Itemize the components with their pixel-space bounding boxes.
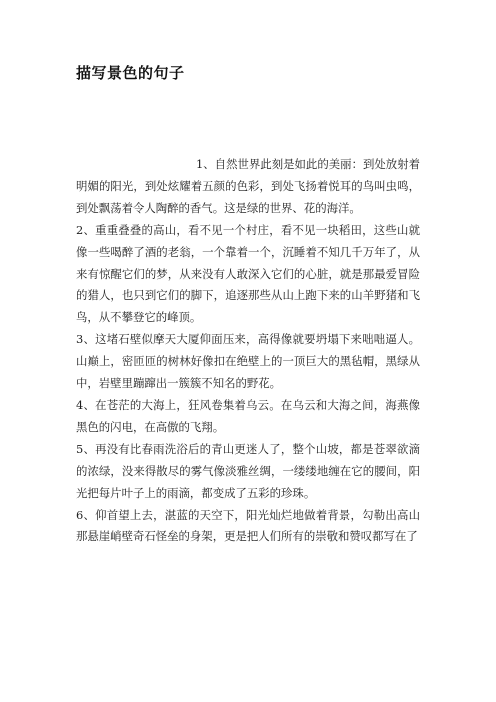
- paragraph-6: 6、仰首望上去，湛蓝的天空下，阳光灿烂地做着背景，勾勒出高山那悬崖峭壁奇石怪垒的身架，更是把人们所有的崇敬和赞叹都写在了: [76, 507, 420, 544]
- paragraph-2: 2、重重叠叠的高山，看不见一个村庄，看不见一块稻田，这些山就像一些喝醉了酒的老翁，一个靠着一个，沉睡着不知几千万年了，从来有惊醒它们的梦，从来没有人敢深入它们的心脏，就是那最爱冒险的猎人，也只到它们的脚下，追逐那些从山上跑下来的山羊野猪和飞鸟，从不攀登它的峰顶。: [76, 222, 420, 325]
- document-body: [76, 154, 420, 548]
- page-title: 描写景色的句子: [76, 64, 185, 82]
- paragraph-4: 4、在苍茫的大海上，狂风卷集着乌云。在乌云和大海之间，海燕像黑色的闪电，在高傲的飞翔。: [76, 397, 420, 434]
- paragraph-3: 3、这堵石壁似摩天大厦仰面压来，高得像就要坍塌下来咄咄逼人。山巅上，密匝匝的树林好像扣在绝壁上的一顶巨大的黑毡帽，黑绿从中，岩壁里蹦蹿出一簇簇不知名的野花。: [76, 332, 420, 391]
- paragraph-5: 5、再没有比春雨洗浴后的青山更迷人了，整个山坡，都是苍翠欲滴的浓绿，没来得散尽的雾气像淡雅丝绸，一缕缕地缠在它的腰间，阳光把每片叶子上的雨滴，都变成了五彩的珍珠。: [76, 441, 420, 500]
- paragraph-1: 1、自然世界此刻是如此的美丽：到处放射着明媚的阳光，到处炫耀着五颜的色彩，到处飞扬着悦耳的鸟叫虫鸣，到处飘荡着令人陶醉的香气。这是绿的世界、花的海洋。: [76, 157, 420, 215]
